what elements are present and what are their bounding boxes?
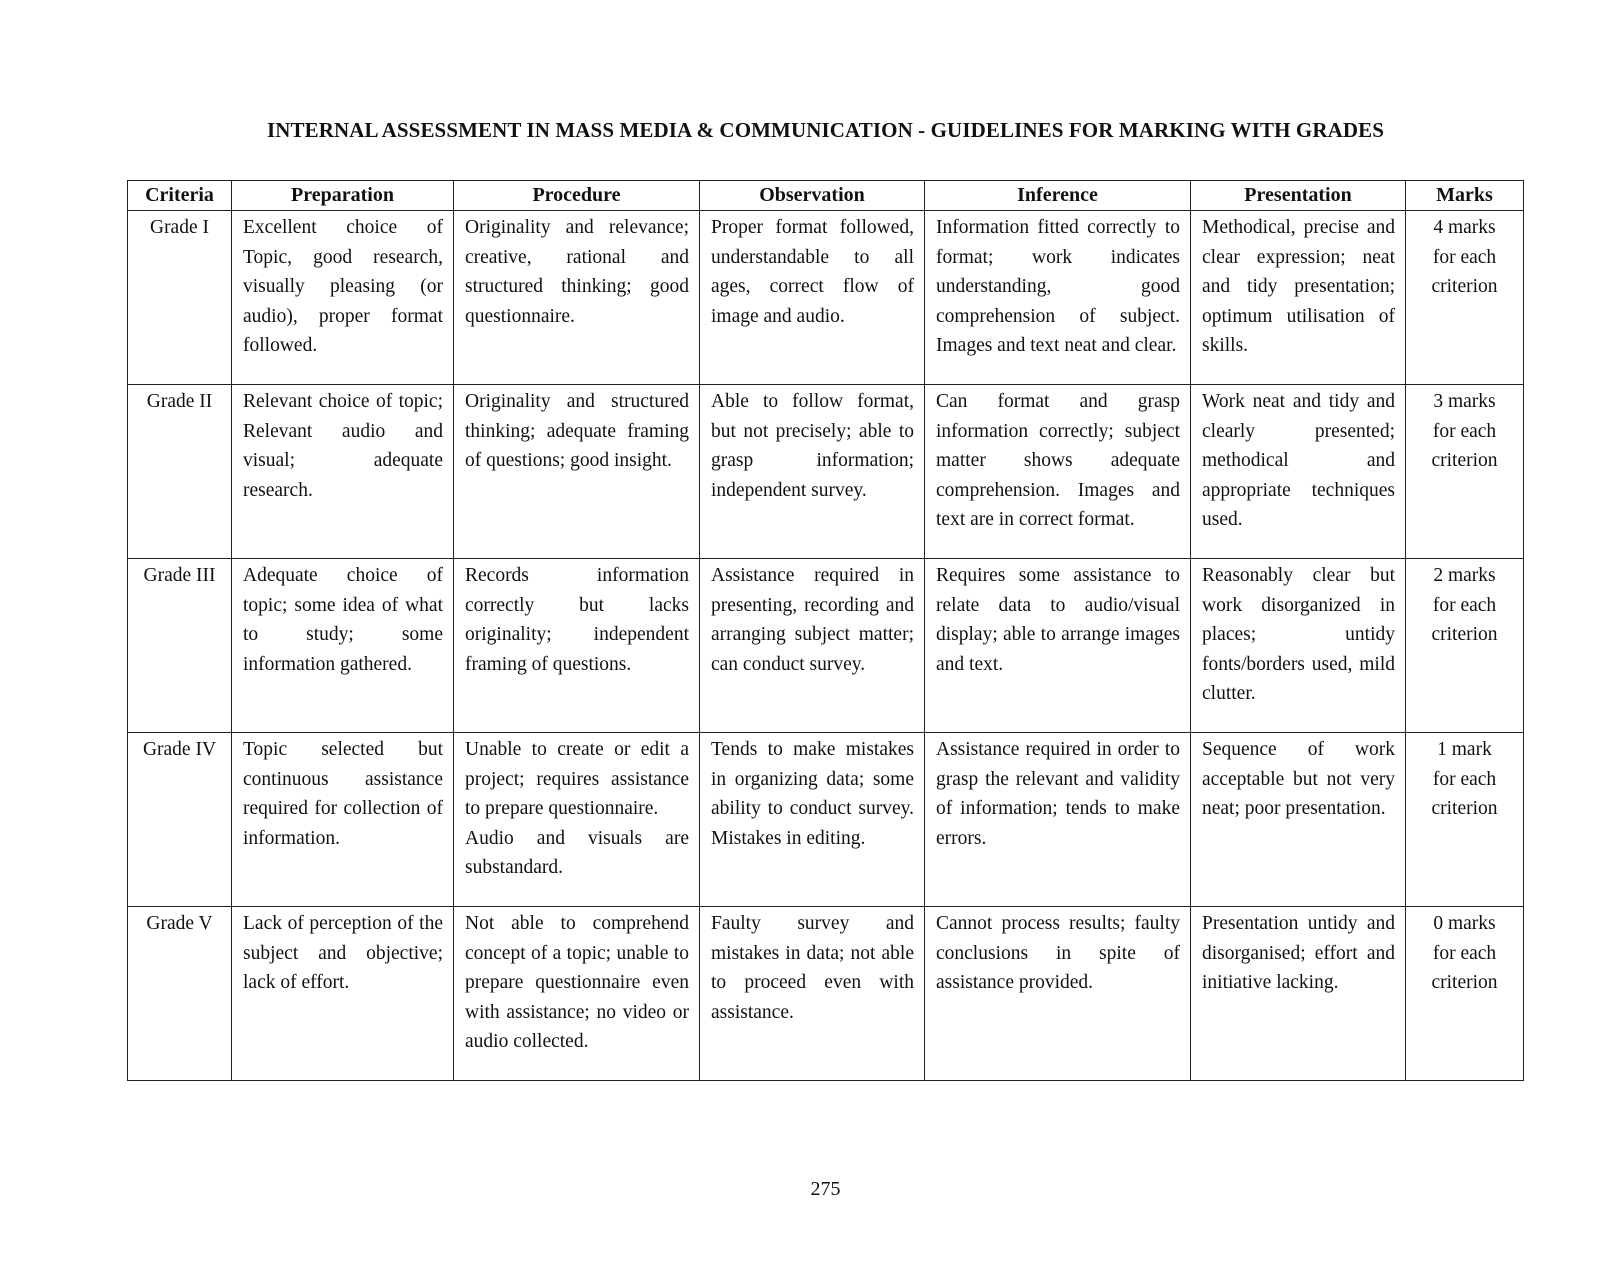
column-header-criteria: Criteria (128, 181, 232, 211)
marks-value: 2 marks (1433, 565, 1496, 587)
marks-qualifier: for each (1432, 420, 1497, 442)
column-header-preparation: Preparation (232, 181, 454, 211)
observation-cell: Tends to make mistakes in organizing data; some ability to conduct survey. Mistakes in editing. (700, 733, 925, 907)
preparation-cell: Lack of perception of the subject and objective; lack of effort. (232, 907, 454, 1081)
grade-label: Grade II (128, 385, 232, 559)
table-row (128, 559, 1524, 733)
grade-label: Grade V (128, 907, 232, 1081)
marks-unit: criterion (1431, 624, 1498, 646)
procedure-text: Unable to create or edit a project; requires assistance to prepare questionnaire. (465, 739, 689, 820)
preparation-cell: Topic selected but continuous assistance required for collection of information. (232, 733, 454, 907)
column-header-presentation: Presentation (1191, 181, 1406, 211)
procedure-cell: Not able to comprehend concept of a topic; unable to prepare questionnaire even with assistance; no video or audio collected. (454, 907, 700, 1081)
inference-cell: Assistance required in order to grasp the relevant and validity of information; tends to make errors. (925, 733, 1191, 907)
marks-value: 1 mark (1437, 739, 1492, 761)
presentation-cell: Methodical, precise and clear expression; neat and tidy presentation; optimum utilisation of skills. (1191, 211, 1406, 385)
inference-cell: Can format and grasp information correctly; subject matter shows adequate comprehension. Images and text are in correct format. (925, 385, 1191, 559)
marks-qualifier: for each (1432, 594, 1497, 616)
inference-cell: Information fitted correctly to format; work indicates understanding, good comprehension of subject. Images and text neat and clear. (925, 211, 1191, 385)
marks-value: 3 marks (1433, 391, 1496, 413)
procedure-cell: Originality and structured thinking; adequate framing of questions; good insight. (454, 385, 700, 559)
table-row (128, 385, 1524, 559)
marks-qualifier: for each (1432, 768, 1497, 790)
marks-cell (1406, 559, 1524, 733)
column-header-inference: Inference (925, 181, 1191, 211)
table-row (128, 907, 1524, 1081)
marks-cell (1406, 385, 1524, 559)
grading-rubric-table (127, 180, 1524, 1081)
marks-qualifier: for each (1432, 246, 1497, 268)
grade-label: Grade I (128, 211, 232, 385)
column-header-observation: Observation (700, 181, 925, 211)
procedure-cell: Records information correctly but lacks originality; independent framing of questions. (454, 559, 700, 733)
page-title: INTERNAL ASSESSMENT IN MASS MEDIA & COMMUNICATION - GUIDELINES FOR MARKING WITH GRADES (266, 118, 1385, 142)
marks-cell (1406, 733, 1524, 907)
page-number: 275 (810, 1178, 841, 1200)
preparation-cell: Excellent choice of Topic, good research, visually pleasing (or audio), proper format followed. (232, 211, 454, 385)
table-row (128, 211, 1524, 385)
preparation-cell: Adequate choice of topic; some idea of what to study; some information gathered. (232, 559, 454, 733)
marks-unit: criterion (1431, 450, 1498, 472)
procedure-cell (454, 733, 700, 907)
presentation-cell: Presentation untidy and disorganised; effort and initiative lacking. (1191, 907, 1406, 1081)
observation-cell: Proper format followed, understandable to all ages, correct flow of image and audio. (700, 211, 925, 385)
grade-label: Grade III (128, 559, 232, 733)
observation-cell: Able to follow format, but not precisely; able to grasp information; independent survey. (700, 385, 925, 559)
presentation-cell: Sequence of work acceptable but not very neat; poor presentation. (1191, 733, 1406, 907)
table-header-row (128, 181, 1524, 211)
marks-cell (1406, 907, 1524, 1081)
observation-cell: Assistance required in presenting, recording and arranging subject matter; can conduct survey. (700, 559, 925, 733)
table-row (128, 733, 1524, 907)
presentation-cell: Reasonably clear but work disorganized in places; untidy fonts/borders used, mild clutter. (1191, 559, 1406, 733)
presentation-cell: Work neat and tidy and clearly presented; methodical and appropriate techniques used. (1191, 385, 1406, 559)
marks-unit: criterion (1431, 798, 1498, 820)
marks-cell (1406, 211, 1524, 385)
inference-cell: Cannot process results; faulty conclusions in spite of assistance provided. (925, 907, 1191, 1081)
marks-qualifier: for each (1432, 942, 1497, 964)
marks-value: 0 marks (1433, 913, 1496, 935)
grade-label: Grade IV (128, 733, 232, 907)
column-header-procedure: Procedure (454, 181, 700, 211)
marks-unit: criterion (1431, 972, 1498, 994)
marks-unit: criterion (1431, 276, 1498, 298)
marks-value: 4 marks (1433, 217, 1496, 239)
inference-cell: Requires some assistance to relate data to audio/visual display; able to arrange images and text. (925, 559, 1191, 733)
observation-cell: Faulty survey and mistakes in data; not able to proceed even with assistance. (700, 907, 925, 1081)
procedure-cell: Originality and relevance; creative, rational and structured thinking; good questionnaire. (454, 211, 700, 385)
procedure-extra-text: Audio and visuals are substandard. (465, 827, 689, 879)
preparation-cell: Relevant choice of topic; Relevant audio and visual; adequate research. (232, 385, 454, 559)
column-header-marks: Marks (1406, 181, 1524, 211)
